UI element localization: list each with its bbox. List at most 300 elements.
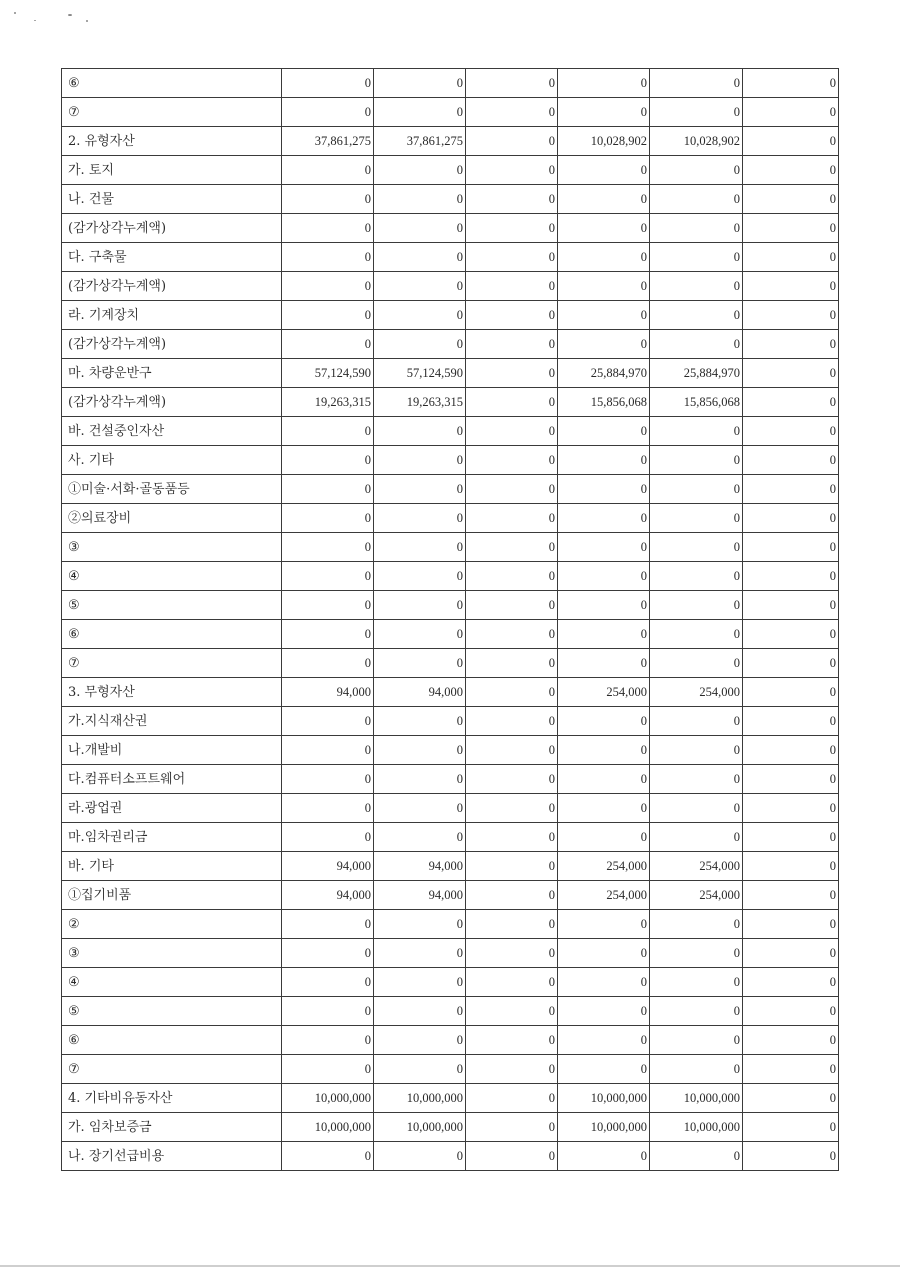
table-row (62, 330, 839, 359)
value-cell: 10,000,000 (558, 1113, 650, 1142)
value-cell: 0 (282, 707, 374, 736)
value-cell: 0 (743, 69, 839, 98)
value-cell: 0 (558, 533, 650, 562)
table-row (62, 185, 839, 214)
value-cell: 0 (466, 156, 558, 185)
value-cell: 0 (282, 620, 374, 649)
value-cell: 0 (558, 736, 650, 765)
value-cell: 0 (650, 185, 743, 214)
value-cell: 0 (743, 504, 839, 533)
row-label: 바. 건설중인자산 (62, 417, 282, 446)
table-row (62, 707, 839, 736)
value-cell: 0 (374, 765, 466, 794)
value-cell: 0 (282, 185, 374, 214)
value-cell: 0 (282, 417, 374, 446)
table-row (62, 69, 839, 98)
value-cell: 0 (466, 359, 558, 388)
table-row (62, 852, 839, 881)
value-cell: 0 (466, 765, 558, 794)
value-cell: 10,000,000 (558, 1084, 650, 1113)
table-row (62, 1084, 839, 1113)
row-label: ⑥ (62, 620, 282, 649)
value-cell: 0 (282, 330, 374, 359)
value-cell: 10,028,902 (558, 127, 650, 156)
value-cell: 0 (558, 417, 650, 446)
value-cell: 0 (374, 69, 466, 98)
value-cell: 0 (466, 185, 558, 214)
table-row (62, 417, 839, 446)
value-cell: 0 (282, 910, 374, 939)
value-cell: 37,861,275 (282, 127, 374, 156)
value-cell: 0 (650, 272, 743, 301)
page-bottom-edge (0, 1265, 900, 1267)
value-cell: 0 (466, 1142, 558, 1171)
value-cell: 0 (374, 156, 466, 185)
value-cell: 0 (743, 1026, 839, 1055)
value-cell: 0 (743, 1084, 839, 1113)
table-row (62, 736, 839, 765)
value-cell: 0 (466, 330, 558, 359)
value-cell: 0 (374, 620, 466, 649)
value-cell: 254,000 (650, 852, 743, 881)
row-label: ④ (62, 562, 282, 591)
value-cell: 0 (466, 736, 558, 765)
table-row (62, 301, 839, 330)
value-cell: 0 (743, 185, 839, 214)
table-row (62, 591, 839, 620)
value-cell: 0 (558, 649, 650, 678)
value-cell: 0 (558, 620, 650, 649)
row-label: 2. 유형자산 (62, 127, 282, 156)
row-label: (감가상각누계액) (62, 214, 282, 243)
value-cell: 0 (743, 446, 839, 475)
value-cell: 0 (650, 98, 743, 127)
value-cell: 0 (374, 533, 466, 562)
value-cell: 0 (282, 301, 374, 330)
value-cell: 0 (282, 968, 374, 997)
value-cell: 0 (743, 533, 839, 562)
value-cell: 0 (282, 1142, 374, 1171)
value-cell: 0 (558, 910, 650, 939)
value-cell: 0 (558, 765, 650, 794)
value-cell: 0 (743, 127, 839, 156)
value-cell: 0 (650, 997, 743, 1026)
value-cell: 0 (650, 620, 743, 649)
value-cell: 0 (743, 794, 839, 823)
row-label: ①미술·서화·골동품등 (62, 475, 282, 504)
value-cell: 0 (374, 823, 466, 852)
value-cell: 0 (743, 765, 839, 794)
value-cell: 0 (374, 562, 466, 591)
value-cell: 0 (374, 968, 466, 997)
value-cell: 0 (374, 939, 466, 968)
value-cell: 0 (558, 823, 650, 852)
value-cell: 0 (466, 127, 558, 156)
value-cell: 10,000,000 (282, 1113, 374, 1142)
row-label: 가. 토지 (62, 156, 282, 185)
value-cell: 0 (743, 388, 839, 417)
value-cell: 0 (466, 968, 558, 997)
value-cell: 0 (282, 1055, 374, 1084)
value-cell: 94,000 (282, 852, 374, 881)
table-row (62, 649, 839, 678)
value-cell: 0 (558, 243, 650, 272)
value-cell: 0 (558, 475, 650, 504)
value-cell: 0 (650, 243, 743, 272)
value-cell: 0 (558, 1142, 650, 1171)
value-cell: 0 (743, 562, 839, 591)
value-cell: 0 (650, 707, 743, 736)
value-cell: 94,000 (282, 881, 374, 910)
row-label: (감가상각누계액) (62, 388, 282, 417)
value-cell: 0 (650, 1142, 743, 1171)
value-cell: 0 (650, 475, 743, 504)
value-cell: 0 (374, 446, 466, 475)
value-cell: 0 (743, 939, 839, 968)
value-cell: 0 (650, 446, 743, 475)
value-cell: 0 (650, 649, 743, 678)
value-cell: 94,000 (374, 852, 466, 881)
value-cell: 0 (282, 939, 374, 968)
value-cell: 0 (282, 649, 374, 678)
value-cell: 10,000,000 (374, 1084, 466, 1113)
table-row (62, 765, 839, 794)
table-row (62, 504, 839, 533)
value-cell: 19,263,315 (374, 388, 466, 417)
value-cell: 0 (558, 997, 650, 1026)
value-cell: 0 (558, 968, 650, 997)
value-cell: 0 (558, 939, 650, 968)
value-cell: 254,000 (558, 678, 650, 707)
value-cell: 0 (374, 649, 466, 678)
value-cell: 0 (650, 417, 743, 446)
value-cell: 94,000 (374, 881, 466, 910)
row-label: 나. 장기선급비용 (62, 1142, 282, 1171)
table-row (62, 388, 839, 417)
value-cell: 0 (374, 243, 466, 272)
table-row (62, 359, 839, 388)
value-cell: 0 (558, 1055, 650, 1084)
scan-speck (86, 20, 88, 22)
value-cell: 0 (466, 910, 558, 939)
row-label: ⑦ (62, 649, 282, 678)
value-cell: 0 (374, 475, 466, 504)
value-cell: 0 (466, 1113, 558, 1142)
value-cell: 0 (743, 997, 839, 1026)
table-row (62, 823, 839, 852)
value-cell: 0 (466, 475, 558, 504)
value-cell: 0 (282, 591, 374, 620)
row-label: ② (62, 910, 282, 939)
value-cell: 0 (743, 359, 839, 388)
value-cell: 0 (650, 765, 743, 794)
value-cell: 0 (466, 504, 558, 533)
value-cell: 10,028,902 (650, 127, 743, 156)
table-row (62, 1142, 839, 1171)
value-cell: 0 (282, 504, 374, 533)
value-cell: 0 (466, 1084, 558, 1113)
table-row (62, 997, 839, 1026)
row-label: 라. 기계장치 (62, 301, 282, 330)
row-label: ③ (62, 533, 282, 562)
value-cell: 0 (374, 736, 466, 765)
value-cell: 0 (466, 301, 558, 330)
row-label: ⑥ (62, 69, 282, 98)
value-cell: 0 (743, 214, 839, 243)
value-cell: 0 (650, 330, 743, 359)
value-cell: 94,000 (282, 678, 374, 707)
value-cell: 0 (558, 69, 650, 98)
table-row (62, 446, 839, 475)
value-cell: 0 (374, 504, 466, 533)
value-cell: 0 (650, 736, 743, 765)
value-cell: 0 (374, 214, 466, 243)
value-cell: 0 (466, 852, 558, 881)
value-cell: 25,884,970 (650, 359, 743, 388)
value-cell: 0 (466, 1026, 558, 1055)
row-label: ③ (62, 939, 282, 968)
value-cell: 0 (374, 1142, 466, 1171)
table-row (62, 620, 839, 649)
value-cell: 37,861,275 (374, 127, 466, 156)
scan-speck (34, 20, 36, 21)
table-row (62, 127, 839, 156)
value-cell: 0 (650, 968, 743, 997)
table-row (62, 533, 839, 562)
value-cell: 0 (282, 533, 374, 562)
value-cell: 10,000,000 (374, 1113, 466, 1142)
row-label: 다. 구축물 (62, 243, 282, 272)
row-label: ⑤ (62, 591, 282, 620)
value-cell: 0 (743, 736, 839, 765)
table-row (62, 1055, 839, 1084)
value-cell: 0 (374, 301, 466, 330)
table-row (62, 910, 839, 939)
table-row (62, 562, 839, 591)
row-label: (감가상각누계액) (62, 330, 282, 359)
value-cell: 0 (743, 1142, 839, 1171)
value-cell: 0 (650, 794, 743, 823)
value-cell: 0 (558, 794, 650, 823)
value-cell: 0 (650, 156, 743, 185)
value-cell: 254,000 (558, 881, 650, 910)
value-cell: 0 (374, 98, 466, 127)
value-cell: 0 (650, 301, 743, 330)
row-label: 라.광업권 (62, 794, 282, 823)
value-cell: 254,000 (558, 852, 650, 881)
value-cell: 0 (743, 301, 839, 330)
value-cell: 10,000,000 (282, 1084, 374, 1113)
value-cell: 0 (466, 243, 558, 272)
row-label: ②의료장비 (62, 504, 282, 533)
value-cell: 0 (743, 243, 839, 272)
value-cell: 0 (282, 765, 374, 794)
table-row (62, 98, 839, 127)
table-row (62, 243, 839, 272)
value-cell: 0 (466, 533, 558, 562)
value-cell: 0 (282, 794, 374, 823)
value-cell: 0 (558, 156, 650, 185)
value-cell: 10,000,000 (650, 1113, 743, 1142)
value-cell: 0 (466, 591, 558, 620)
row-label: (감가상각누계액) (62, 272, 282, 301)
value-cell: 0 (558, 214, 650, 243)
value-cell: 0 (282, 446, 374, 475)
value-cell: 0 (282, 997, 374, 1026)
row-label: 나.개발비 (62, 736, 282, 765)
value-cell: 0 (650, 562, 743, 591)
value-cell: 0 (466, 997, 558, 1026)
scan-speck (68, 14, 72, 16)
value-cell: 25,884,970 (558, 359, 650, 388)
row-label: ⑦ (62, 1055, 282, 1084)
table-row (62, 794, 839, 823)
value-cell: 0 (466, 417, 558, 446)
table-row (62, 881, 839, 910)
scan-speck (14, 12, 16, 14)
table-row (62, 1113, 839, 1142)
value-cell: 0 (374, 272, 466, 301)
value-cell: 0 (282, 823, 374, 852)
value-cell: 0 (282, 98, 374, 127)
table-row (62, 214, 839, 243)
value-cell: 0 (558, 504, 650, 533)
row-label: 바. 기타 (62, 852, 282, 881)
value-cell: 0 (466, 272, 558, 301)
value-cell: 0 (374, 1026, 466, 1055)
value-cell: 0 (743, 910, 839, 939)
row-label: ⑤ (62, 997, 282, 1026)
table-row (62, 968, 839, 997)
value-cell: 0 (558, 185, 650, 214)
value-cell: 0 (374, 997, 466, 1026)
value-cell: 0 (466, 69, 558, 98)
row-label: 마.임차권리금 (62, 823, 282, 852)
value-cell: 0 (650, 1026, 743, 1055)
value-cell: 0 (282, 243, 374, 272)
value-cell: 0 (466, 98, 558, 127)
value-cell: 0 (558, 562, 650, 591)
value-cell: 0 (743, 678, 839, 707)
value-cell: 0 (743, 156, 839, 185)
value-cell: 0 (650, 214, 743, 243)
value-cell: 0 (466, 388, 558, 417)
row-label: ④ (62, 968, 282, 997)
value-cell: 0 (650, 823, 743, 852)
value-cell: 0 (743, 620, 839, 649)
value-cell: 0 (558, 1026, 650, 1055)
value-cell: 0 (374, 1055, 466, 1084)
table-row (62, 475, 839, 504)
value-cell: 0 (558, 330, 650, 359)
value-cell: 0 (374, 185, 466, 214)
row-label: 나. 건물 (62, 185, 282, 214)
value-cell: 0 (558, 591, 650, 620)
value-cell: 0 (743, 330, 839, 359)
row-label: ①집기비품 (62, 881, 282, 910)
value-cell: 0 (374, 330, 466, 359)
value-cell: 0 (466, 794, 558, 823)
table-row (62, 939, 839, 968)
value-cell: 0 (282, 475, 374, 504)
value-cell: 0 (650, 939, 743, 968)
value-cell: 0 (282, 69, 374, 98)
value-cell: 0 (282, 272, 374, 301)
table-row (62, 678, 839, 707)
row-label: 다.컴퓨터소프트웨어 (62, 765, 282, 794)
value-cell: 0 (650, 910, 743, 939)
table-row (62, 272, 839, 301)
row-label: ⑦ (62, 98, 282, 127)
value-cell: 0 (650, 1055, 743, 1084)
value-cell: 0 (743, 968, 839, 997)
row-label: 3. 무형자산 (62, 678, 282, 707)
value-cell: 0 (374, 910, 466, 939)
value-cell: 57,124,590 (282, 359, 374, 388)
value-cell: 0 (743, 707, 839, 736)
value-cell: 254,000 (650, 881, 743, 910)
value-cell: 0 (466, 939, 558, 968)
value-cell: 0 (558, 446, 650, 475)
row-label: 가. 임차보증금 (62, 1113, 282, 1142)
row-label: ⑥ (62, 1026, 282, 1055)
value-cell: 0 (650, 69, 743, 98)
value-cell: 254,000 (650, 678, 743, 707)
value-cell: 0 (743, 823, 839, 852)
value-cell: 19,263,315 (282, 388, 374, 417)
value-cell: 0 (374, 707, 466, 736)
value-cell: 15,856,068 (650, 388, 743, 417)
value-cell: 0 (650, 533, 743, 562)
value-cell: 0 (466, 823, 558, 852)
value-cell: 0 (558, 301, 650, 330)
value-cell: 0 (743, 649, 839, 678)
value-cell: 94,000 (374, 678, 466, 707)
value-cell: 0 (743, 98, 839, 127)
value-cell: 0 (282, 562, 374, 591)
value-cell: 0 (650, 504, 743, 533)
value-cell: 0 (282, 214, 374, 243)
row-label: 사. 기타 (62, 446, 282, 475)
table-row (62, 1026, 839, 1055)
value-cell: 0 (558, 272, 650, 301)
value-cell: 0 (743, 1113, 839, 1142)
value-cell: 0 (466, 562, 558, 591)
value-cell: 0 (282, 156, 374, 185)
value-cell: 0 (743, 881, 839, 910)
value-cell: 15,856,068 (558, 388, 650, 417)
row-label: 가.지식재산권 (62, 707, 282, 736)
value-cell: 0 (466, 214, 558, 243)
value-cell: 0 (743, 1055, 839, 1084)
value-cell: 0 (743, 475, 839, 504)
row-label: 마. 차량운반구 (62, 359, 282, 388)
balance-sheet-table (61, 68, 839, 1171)
value-cell: 0 (743, 272, 839, 301)
value-cell: 0 (558, 707, 650, 736)
value-cell: 57,124,590 (374, 359, 466, 388)
value-cell: 0 (743, 852, 839, 881)
value-cell: 0 (466, 620, 558, 649)
table-body (62, 69, 839, 1171)
value-cell: 0 (466, 649, 558, 678)
value-cell: 0 (374, 794, 466, 823)
value-cell: 0 (743, 417, 839, 446)
value-cell: 0 (282, 736, 374, 765)
value-cell: 0 (282, 1026, 374, 1055)
value-cell: 0 (374, 591, 466, 620)
value-cell: 0 (650, 591, 743, 620)
